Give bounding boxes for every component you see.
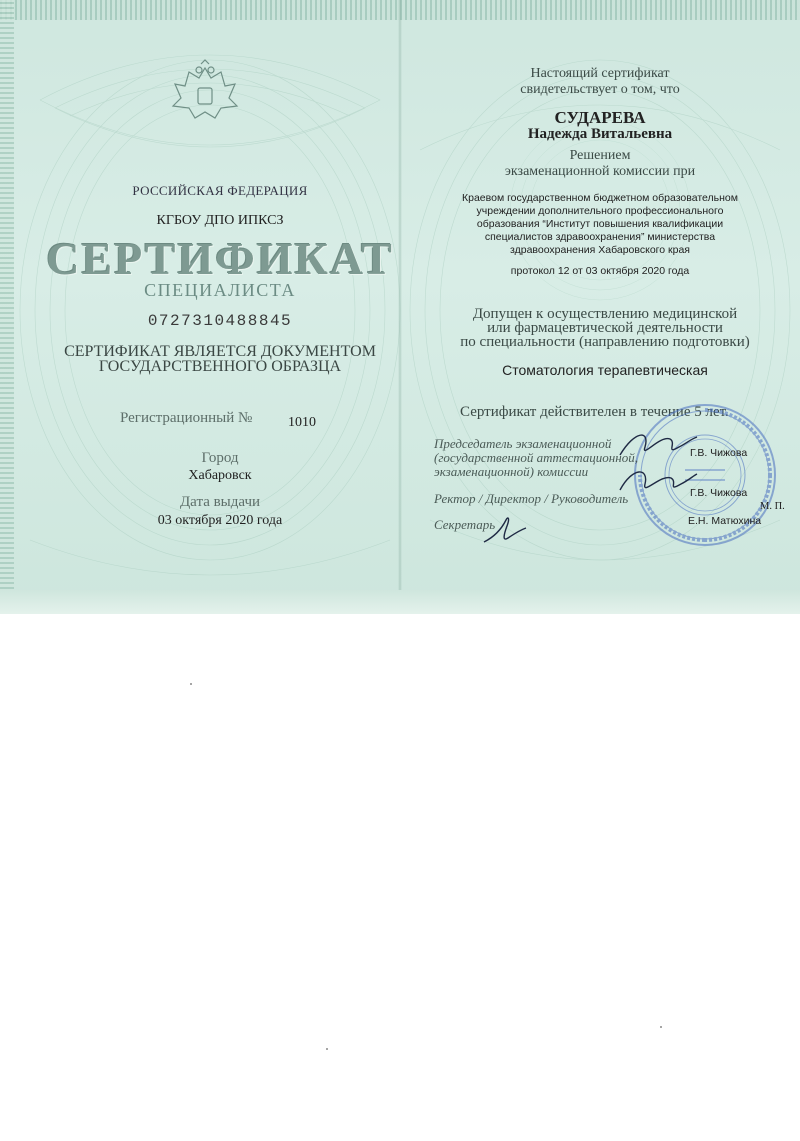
institution-line: специалистов здравоохранения” министерства	[484, 231, 716, 243]
intro-line1: Настоящий сертификат	[530, 66, 670, 81]
rector-name: Г.В. Чижова	[690, 487, 748, 499]
institution-line: образования “Институт повышения квалификации	[476, 218, 724, 230]
seal-mark: М. П.	[760, 501, 785, 512]
chair-label-line: (государственной аттестационной,	[434, 450, 638, 465]
scan-speck	[326, 1048, 328, 1050]
chair-signature	[615, 425, 700, 465]
scan-speck	[660, 1026, 662, 1028]
registration-value: 1010	[288, 415, 316, 430]
organization-name: КГБОУ ДПО ИПКСЗ	[156, 213, 284, 228]
decision-line2: экзаменационной комиссии при	[504, 164, 696, 179]
certificate-number: 0727310488845	[147, 312, 293, 330]
intro-line2: свидетельствует о том, что	[520, 82, 680, 97]
document-status-line1: СЕРТИФИКАТ ЯВЛЯЕТСЯ ДОКУМЕНТОМ	[64, 343, 376, 360]
rector-label: Ректор / Директор / Руководитель	[434, 491, 629, 506]
left-border-pattern	[0, 0, 14, 614]
document-status-line2: ГОСУДАРСТВЕННОГО ОБРАЗЦА	[98, 358, 342, 375]
institution-line: учреждении дополнительного профессионального	[476, 205, 724, 217]
decision-line1: Решением	[569, 148, 631, 163]
holder-surname: СУДАРЕВА	[554, 108, 646, 127]
admission-line: Допущен к осуществлению медицинской	[472, 306, 738, 322]
admission-line: или фармацевтической деятельности	[487, 320, 723, 336]
bottom-edge	[0, 590, 800, 614]
chair-label-line: Председатель экзаменационной	[434, 436, 612, 451]
certificate-title: СЕРТИФИКАТ	[46, 233, 394, 284]
chair-label-line: экзаменационной) комиссии	[434, 464, 589, 479]
city-value: Хабаровск	[188, 468, 252, 483]
institution-line: Краевом государственном бюджетном образовательном	[462, 192, 738, 204]
holder-name: Надежда Витальевна	[527, 126, 673, 142]
city-label: Город	[201, 450, 239, 466]
specialty-name: Стоматология терапевтическая	[502, 362, 708, 378]
chair-name: Г.В. Чижова	[690, 447, 748, 459]
admission-line: по специальности (направлению подготовки)	[460, 334, 750, 350]
secretary-signature	[480, 512, 530, 548]
secretary-label: Секретарь	[434, 517, 496, 532]
rector-signature	[615, 462, 700, 502]
issue-date-label: Дата выдачи	[179, 494, 261, 510]
secretary-name: Е.Н. Матюхина	[688, 515, 762, 527]
coat-of-arms-icon	[165, 58, 245, 130]
institution-line: здравоохранения Хабаровского края	[510, 244, 690, 256]
certificate-subtitle: СПЕЦИАЛИСТА	[144, 280, 296, 300]
scan-speck	[190, 683, 192, 685]
registration-label: Регистрационный №	[120, 410, 253, 426]
page-fold	[398, 0, 402, 614]
validity-text: Сертификат действителен в течение 5 лет.	[460, 404, 729, 420]
issue-date-value: 03 октября 2020 года	[157, 513, 283, 528]
country-name: РОССИЙСКАЯ ФЕДЕРАЦИЯ	[132, 183, 308, 198]
protocol-line: протокол 12 от 03 октября 2020 года	[510, 265, 690, 277]
